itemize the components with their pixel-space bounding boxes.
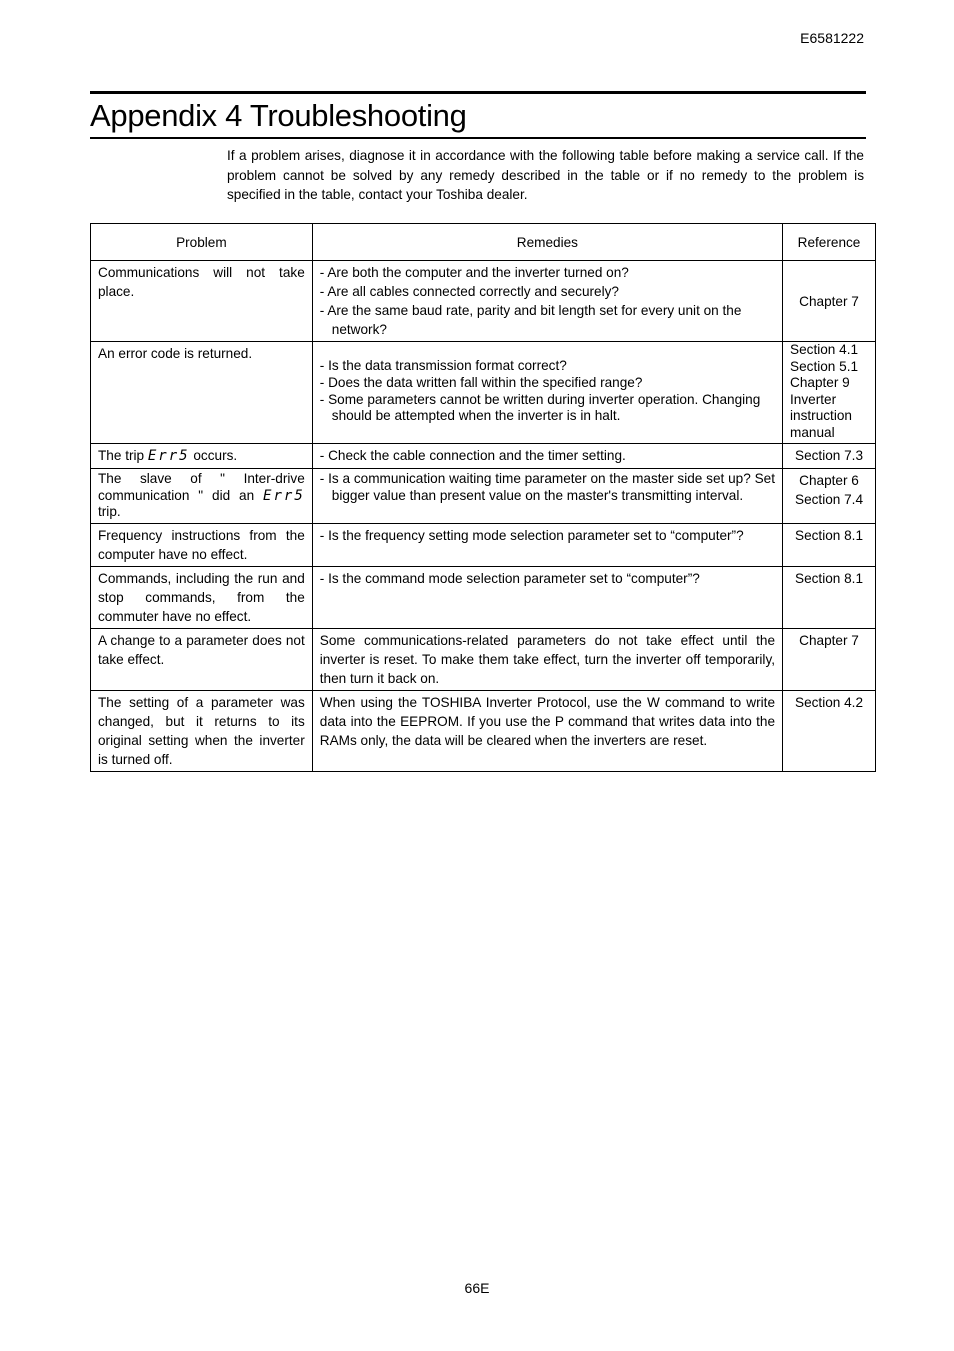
reference-cell	[783, 523, 876, 566]
reference-item: Inverter	[790, 391, 837, 407]
reference-item: Chapter 6	[799, 473, 859, 488]
header-remedies: Remedies	[312, 224, 782, 261]
reference-item: Section 4.2	[795, 694, 864, 710]
table-row	[91, 690, 876, 771]
reference-item: manual	[790, 424, 835, 440]
reference-cell	[783, 469, 876, 524]
page-number: 66E	[464, 1280, 490, 1296]
reference-item: Section 5.1	[790, 358, 859, 374]
reference-item: Section 8.1	[795, 527, 864, 543]
reference-item: Section 7.4	[795, 492, 864, 507]
reference-cell	[783, 342, 876, 444]
remedy-item: - Are both the computer and the inverter turned on?	[319, 265, 629, 280]
remedy-item: - Is the command mode selection parameter set to “computer”?	[319, 570, 700, 586]
reference-item: Chapter 9	[790, 375, 850, 390]
reference-cell	[783, 566, 876, 628]
table-row	[91, 261, 876, 342]
remedies-cell	[312, 523, 782, 566]
problem-cell	[91, 469, 313, 524]
table-row	[91, 469, 876, 524]
error-code-display: Err5	[263, 487, 305, 504]
problem-cell	[91, 444, 313, 469]
reference-item: Section 8.1	[795, 570, 864, 586]
remedies-cell	[312, 261, 782, 342]
header-problem: Problem	[91, 224, 313, 261]
error-code-display: Err5	[147, 448, 190, 464]
reference-item: Chapter 7	[799, 632, 859, 648]
remedies-cell: Some communications-related parameters do not take effect until the inverter is reset. To make them take effect, turn the inverter off temporarily, then turn it back on.	[312, 628, 782, 690]
remedies-cell	[312, 566, 782, 628]
problem-text: The slave of " Inter-drive communication " did an	[98, 471, 305, 503]
remedy-item: - Check the cable connection and the timer setting.	[319, 448, 626, 463]
troubleshooting-table	[90, 223, 876, 772]
reference-cell	[783, 261, 876, 342]
remedy-item: - Are all cables connected correctly and securely?	[319, 284, 619, 299]
problem-cell: The setting of a parameter was changed, but it returns to its original setting when the inverter is turned off.	[91, 690, 313, 771]
table-row	[91, 628, 876, 690]
problem-cell: An error code is returned.	[91, 342, 313, 444]
problem-cell: A change to a parameter does not take effect.	[91, 628, 313, 690]
table-row	[91, 342, 876, 444]
problem-cell: Commands, including the run and stop commands, from the commuter have no effect.	[91, 566, 313, 628]
remedy-item: - Some parameters cannot be written during inverter operation. Changing should be attempted when the inverter is in halt.	[319, 391, 761, 424]
remedy-item: - Is the frequency setting mode selection parameter set to “computer”?	[319, 527, 744, 543]
reference-item: instruction	[790, 408, 852, 423]
header-reference: Reference	[783, 224, 876, 261]
reference-cell	[783, 690, 876, 771]
reference-cell	[783, 628, 876, 690]
remedy-item: - Does the data written fall within the specified range?	[319, 374, 643, 390]
reference-item: Chapter 7	[799, 293, 859, 309]
remedies-cell	[312, 342, 782, 444]
table-row	[91, 523, 876, 566]
reference-item: Section 4.1	[790, 342, 859, 357]
remedies-cell	[312, 469, 782, 524]
intro-paragraph: If a problem arises, diagnose it in accordance with the following table before making a service call. If the problem cannot be solved by any remedy described in the table or if no remedy to the problem is specified in the table, contact your Toshiba dealer.	[227, 148, 864, 202]
problem-cell: Communications will not take place.	[91, 261, 313, 342]
title-block	[90, 91, 866, 139]
remedy-item: - Is a communication waiting time parameter on the master side set up? Set bigger value than present value on the master's transmitting interval.	[319, 471, 776, 503]
page-title: Appendix 4 Troubleshooting	[90, 98, 467, 133]
remedy-item: - Are the same baud rate, parity and bit length set for every unit on the network?	[319, 303, 742, 337]
table-row	[91, 566, 876, 628]
remedies-cell: When using the TOSHIBA Inverter Protocol, use the W command to write data into the EEPROM. If you use the P command that writes data into the RAMs only, the data will be cleared when the inverters are reset.	[312, 690, 782, 771]
reference-item: Section 7.3	[795, 448, 864, 463]
document-id: E6581222	[800, 30, 864, 46]
remedy-item: - Is the data transmission format correct?	[319, 358, 567, 373]
reference-cell	[783, 444, 876, 469]
table-row	[91, 444, 876, 469]
table-header-row	[91, 224, 876, 261]
problem-text: trip.	[98, 504, 121, 519]
problem-text: The trip	[98, 448, 148, 463]
problem-cell: Frequency instructions from the computer have no effect.	[91, 523, 313, 566]
problem-text: occurs.	[189, 448, 238, 463]
remedies-cell	[312, 444, 782, 469]
